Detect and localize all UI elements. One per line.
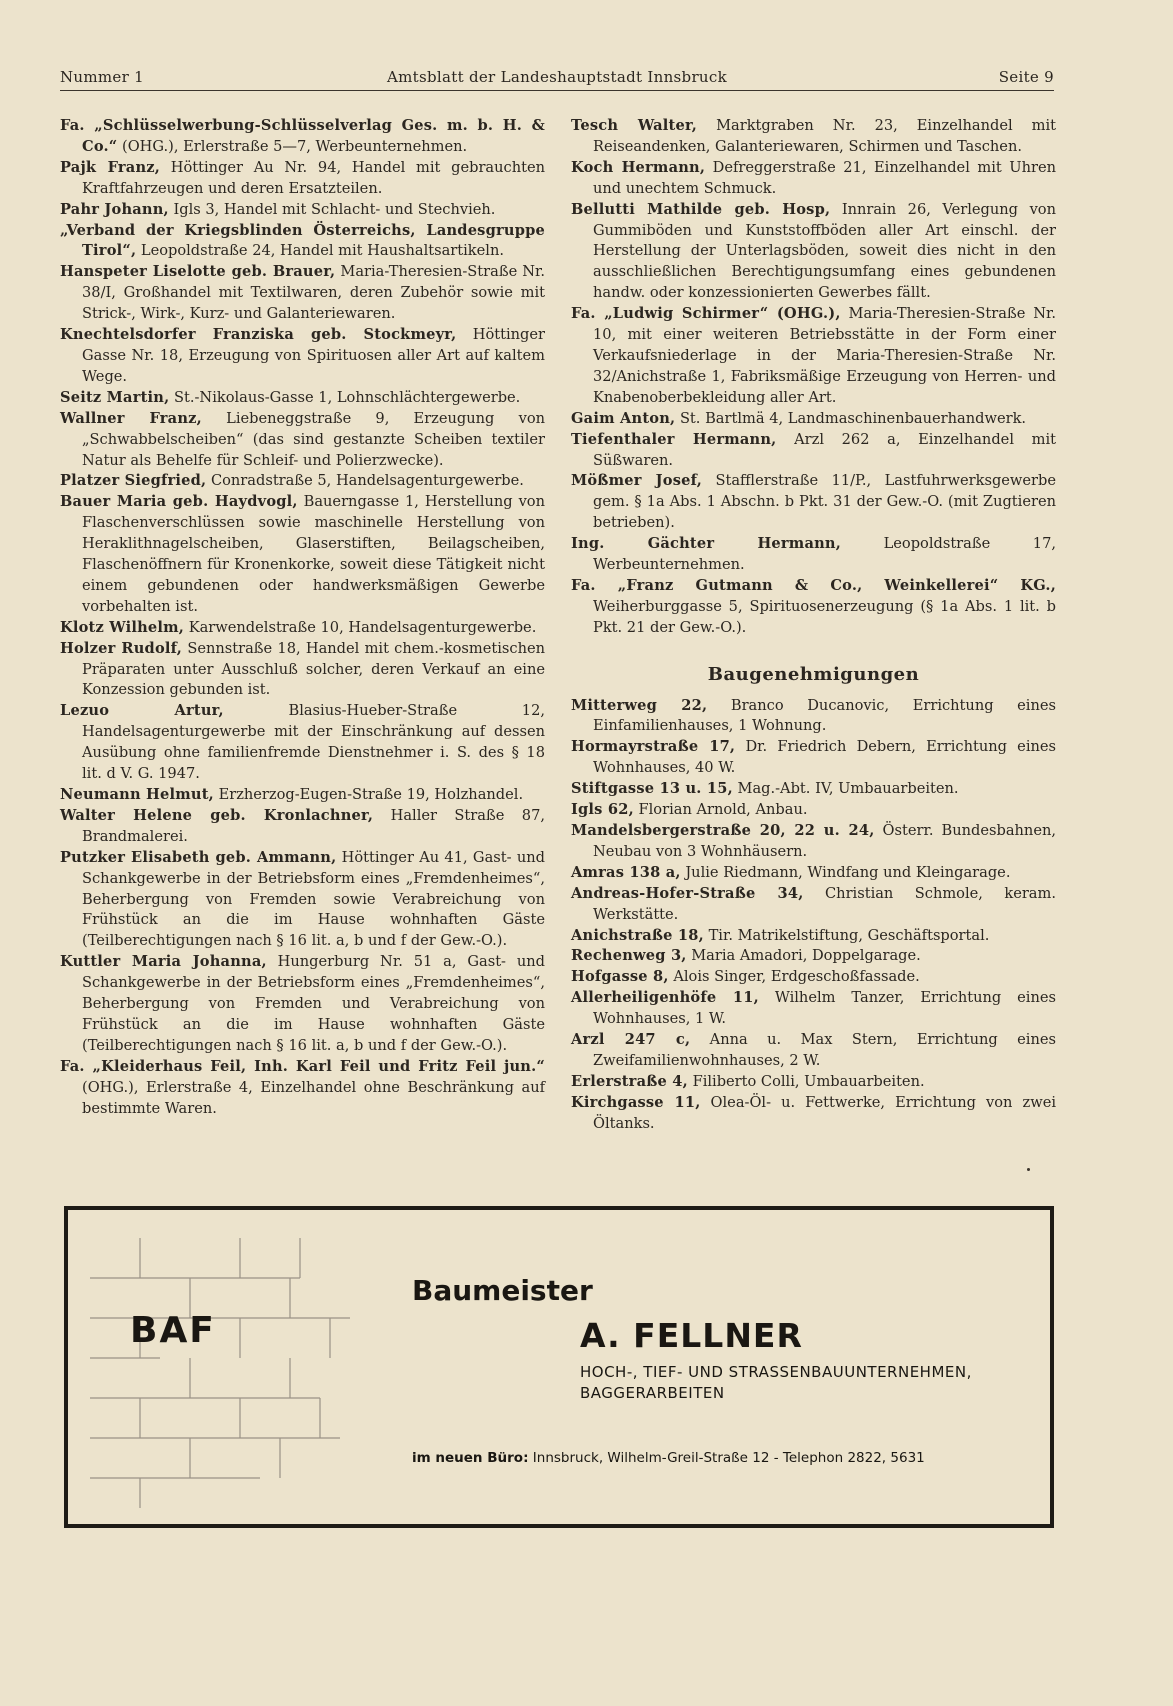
list-item: Kuttler Maria Johanna, Hungerburg Nr. 51 a, Gast- und Schankgewerbe in der Betriebsform eines „Fremdenheimes“, Beherbergung von Fremden und Verabreichung von Frühstück an die im Hause wohnhaften Gäste (Teilberechtigungen nach § 16 lit. a, b und f der Gew.-O.). [60, 953, 546, 1054]
list-item: Tesch Walter, Marktgraben Nr. 23, Einzelhandel mit Reiseandenken, Galanteriewaren, Schirmen und Taschen. [571, 117, 1057, 155]
list-item: Kirchgasse 11, Olea-Öl- u. Fettwerke, Errichtung von zwei Öltanks. [571, 1093, 1056, 1132]
list-item: „Verband der Kriegsblinden Österreichs, Landesgruppe Tirol“, Leopoldstraße 24, Handel mit Haushaltsartikeln. [60, 221, 545, 260]
page-header [60, 66, 1054, 91]
list-item: Fa. „Ludwig Schirmer“ (OHG.), Maria-Theresien-Straße Nr. 10, mit einer weiteren Betriebsstätte in der Form einer Verkaufsniederlage in der Maria-Theresien-Straße Nr. 32/Anichstraße 1, Fabriksmäßige Erzeugung von Herren- und Knabenoberbekleidung aller Art. [571, 305, 1057, 406]
ad-company-name: A. FELLNER [580, 1316, 803, 1355]
list-item: Bauer Maria geb. Haydvogl, Bauerngasse 1, Herstellung von Flaschenverschlüssen sowie maschinelle Herstellung von Heraklithnagelscheiben, Glaserstiften, Beilagscheiben, Flaschenöffnern für Kronenkorke, soweit diese Tätigkeit nicht einem gebundenen oder handwerksmäßigen Gewerbe vorbehalten ist. [60, 493, 545, 615]
list-item: Erlerstraße 4, Filiberto Colli, Umbauarbeiten. [571, 1072, 925, 1090]
list-item: Amras 138 a, Julie Riedmann, Windfang und Kleingarage. [571, 863, 1011, 881]
issue-number: Nummer 1 [60, 68, 144, 86]
brick-wall-graphic [90, 1238, 390, 1508]
list-item: Koch Hermann, Defreggerstraße 21, Einzelhandel mit Uhren und unechtem Schmuck. [571, 158, 1056, 197]
ad-address: im neuen Büro: Innsbruck, Wilhelm-Greil-Straße 12 - Telephon 2822, 5631 [412, 1450, 925, 1466]
list-item: Anichstraße 18, Tir. Matrikelstiftung, Geschäftsportal. [571, 926, 990, 944]
decorative-dot [1027, 1168, 1030, 1171]
ad-profession: Baumeister [412, 1274, 593, 1307]
list-item: Lezuo Artur, Blasius-Hueber-Straße 12, Handelsagenturgewerbe mit der Einschränkung auf dessen Ausübung ohne familienfremde Dienstnehmer i. S. des § 18 lit. d V. G. 1947. [60, 702, 545, 783]
list-item: Putzker Elisabeth geb. Ammann, Höttinger Au 41, Gast- und Schankgewerbe in der Betriebsform eines „Fremdenheimes“, Beherbergung von Fremden sowie Verabreichung von Frühstück an die im Hause wohnhaften Gäste (Teilberechtigungen nach § 16 lit. a, b und f der Gew.-O.). [60, 848, 546, 950]
page-number: Seite 9 [998, 68, 1054, 86]
ad-services-line: HOCH-, TIEF- UND STRASSENBAUUNTERNEHMEN, [580, 1363, 972, 1381]
list-item: Rechenweg 3, Maria Amadori, Doppelgarage. [571, 947, 921, 965]
list-item: Mitterweg 22, Branco Ducanovic, Errichtung eines Einfamilienhauses, 1 Wohnung. [571, 696, 1056, 735]
list-item: Tiefenthaler Hermann, Arzl 262 a, Einzelhandel mit Süßwaren. [571, 430, 1057, 469]
list-item: Ing. Gächter Hermann, Leopoldstraße 17, Werbeunternehmen. [571, 535, 1057, 574]
list-item: Klotz Wilhelm, Karwendelstraße 10, Handelsagenturgewerbe. [60, 618, 537, 636]
list-item: Andreas-Hofer-Straße 34, Christian Schmole, keram. Werkstätte. [571, 884, 1056, 923]
company-logo: BAF [130, 1310, 216, 1351]
list-item: Pajk Franz, Höttinger Au Nr. 94, Handel mit gebrauchten Kraftfahrzeugen und deren Ersatzteilen. [60, 158, 545, 197]
list-item: Holzer Rudolf, Sennstraße 18, Handel mit chem.-kosmetischen Präparaten unter Ausschluß solcher, deren Verkauf an eine Konzession gebunden ist. [60, 639, 546, 699]
section-heading: Baugenehmigungen [707, 663, 920, 685]
list-item: Wallner Franz, Liebeneggstraße 9, Erzeugung von „Schwabbelscheiben“ (das sind gestanzte Scheiben textiler Natur als Behelfe für Schleif- und Polierzwecke). [60, 409, 546, 469]
list-item: Hanspeter Liselotte geb. Brauer, Maria-Theresien-Straße Nr. 38/I, Großhandel mit Textilwaren, deren Zubehör sowie mit Strick-, Wirk-, Kurz- und Galanteriewaren. [60, 263, 546, 323]
publication-title: Amtsblatt der Landeshauptstadt Innsbruck [387, 68, 727, 86]
list-item: Fa. „Kleiderhaus Feil, Inh. Karl Feil und Fritz Feil jun.“ (OHG.), Erlerstraße 4, Einzelhandel ohne Beschränkung auf bestimmte Waren. [60, 1057, 545, 1117]
list-item: Walter Helene geb. Kronlachner, Haller Straße 87, Brandmalerei. [60, 806, 546, 845]
list-item: Fa. „Franz Gutmann & Co., Weinkellerei“ KG., Weiherburggasse 5, Spirituosenerzeugung (§ 1a Abs. 1 lit. b Pkt. 21 der Gew.-O.). [571, 576, 1056, 636]
list-item: Seitz Martin, St.-Nikolaus-Gasse 1, Lohnschlächtergewerbe. [60, 388, 521, 406]
list-item: Hofgasse 8, Alois Singer, Erdgeschoßfassade. [571, 968, 920, 986]
list-item: Knechtelsdorfer Franziska geb. Stockmeyr, Höttinger Gasse Nr. 18, Erzeugung von Spirituosen aller Art auf kaltem Wege. [60, 326, 546, 385]
list-item: Allerheiligenhöfe 11, Wilhelm Tanzer, Errichtung eines Wohnhauses, 1 W. [571, 989, 1056, 1028]
list-item: Fa. „Schlüsselwerbung-Schlüsselverlag Ges. m. b. H. & Co.“ (OHG.), Erlerstraße 5—7, Werbeunternehmen. [60, 117, 545, 155]
left-column [60, 116, 545, 1120]
right-column [571, 116, 1056, 1135]
list-item: Bellutti Mathilde geb. Hosp, Innrain 26, Verlegung von Gummiböden und Kunststoffböden aller Art einschl. der Herstellung der Unterlagsböden, soweit dies nicht in den ausschließlichen Berechtigungsumfang eines gebundenen handw. oder konzessionierten Gewerbes fällt. [571, 200, 1056, 302]
list-item: Arzl 247 c, Anna u. Max Stern, Errichtung eines Zweifamilienwohnhauses, 2 W. [571, 1031, 1056, 1069]
list-item: Neumann Helmut, Erzherzog-Eugen-Straße 19, Holzhandel. [60, 786, 524, 803]
list-item: Pahr Johann, Igls 3, Handel mit Schlacht- und Stechvieh. [60, 200, 496, 218]
ad-services-line: BAGGERARBEITEN [580, 1384, 725, 1402]
list-item: Mößmer Josef, Stafflerstraße 11/P., Lastfuhrwerksgewerbe gem. § 1a Abs. 1 Abschn. b Pkt. 31 der Gew.-O. (mit Zugtieren betrieben). [571, 472, 1057, 532]
list-item: Mandelsbergerstraße 20, 22 u. 24, Österr. Bundesbahnen, Neubau von 3 Wohnhäusern. [571, 822, 1056, 860]
list-item: Platzer Siegfried, Conradstraße 5, Handelsagenturgewerbe. [60, 472, 524, 490]
list-item: Hormayrstraße 17, Dr. Friedrich Debern, Errichtung eines Wohnhauses, 40 W. [571, 738, 1057, 777]
list-item: Stiftgasse 13 u. 15, Mag.-Abt. IV, Umbauarbeiten. [571, 780, 959, 798]
list-item: Gaim Anton, St. Bartlmä 4, Landmaschinenbauerhandwerk. [571, 409, 1027, 427]
list-item: Igls 62, Florian Arnold, Anbau. [571, 801, 808, 819]
